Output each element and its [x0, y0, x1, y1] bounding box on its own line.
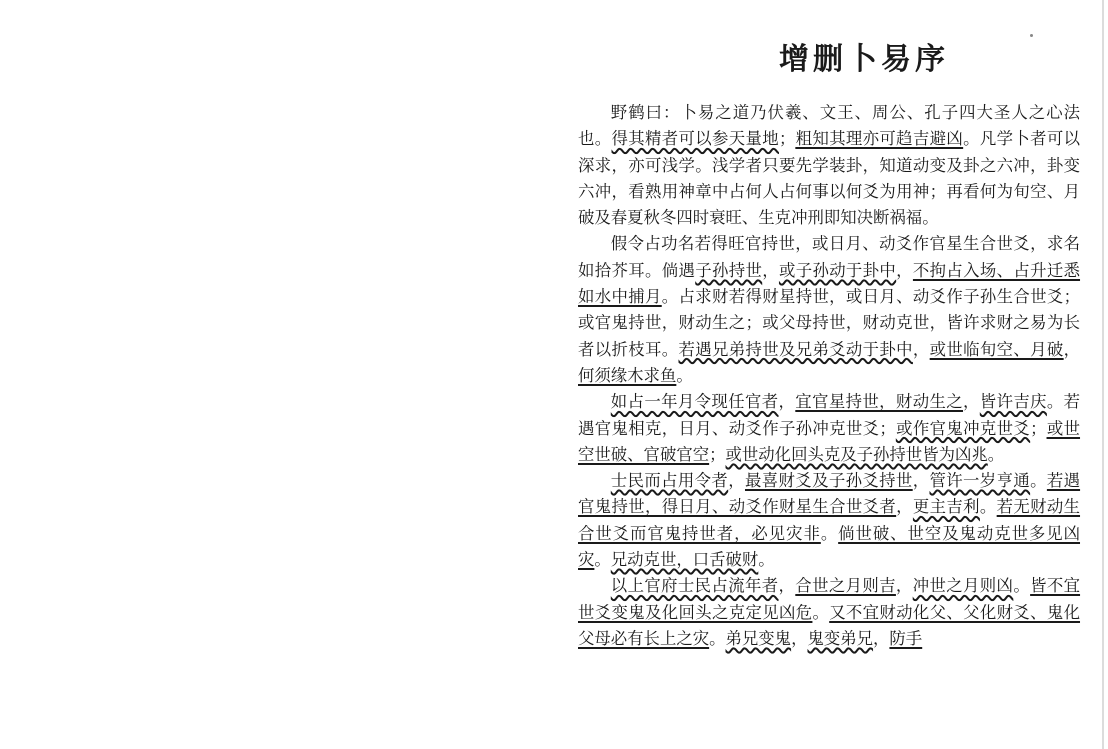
text-run: 假令占功名若得旺官持世，或日月、动爻作官星生合世爻，求名如拾芥耳。倘遇	[578, 234, 1080, 280]
page-edge	[1102, 0, 1104, 749]
text-run: ；	[1030, 418, 1047, 438]
text-run: ，	[912, 471, 930, 491]
paragraph	[578, 100, 1080, 231]
text-run: ，	[873, 628, 890, 648]
annotated-text: 兄动克世，口舌破财	[610, 550, 759, 570]
annotated-text: 如占一年月令现任官者	[610, 392, 779, 412]
text-run: 野鹤曰：卜易之道乃伏羲、文王、周公、孔子四大圣人之心法也。	[578, 103, 1080, 149]
text-run: ，	[762, 260, 779, 280]
annotated-text: 冲世之月则凶	[912, 576, 1014, 596]
paragraph	[578, 231, 1080, 389]
text-run: ，	[791, 628, 808, 648]
text-run: 。	[758, 550, 775, 570]
annotated-text: 又不宜财动化父、父化财爻、鬼化父母必有长上之灾	[578, 602, 1081, 648]
annotated-text: 弟兄变鬼	[725, 628, 792, 648]
annotated-text: 或世空世破、官破官空	[578, 418, 1081, 464]
body-text	[578, 100, 1080, 652]
text-run: 。	[820, 523, 839, 543]
annotated-text: 或作官鬼冲克世爻	[895, 418, 1031, 438]
annotated-text: 子孙持世	[695, 260, 763, 280]
text-run: 。	[709, 628, 726, 648]
annotated-text: 何须缘木求鱼	[578, 365, 677, 385]
paragraph	[578, 573, 1080, 652]
paragraph	[578, 468, 1080, 573]
text-run: 。	[1013, 576, 1031, 596]
text-column	[578, 34, 1080, 652]
annotated-text: 或子孙动于卦中	[778, 260, 897, 280]
text-run: ，	[963, 392, 980, 412]
paragraph	[578, 389, 1080, 468]
text-run: ，	[895, 576, 913, 596]
annotated-text: 皆许吉庆	[979, 392, 1047, 412]
annotated-text: 以上官府士民占流年者	[610, 576, 779, 596]
annotated-text: 倘世破、世空及鬼动克世多见凶灾	[578, 523, 1081, 570]
page-title: 增删卜易序	[779, 42, 949, 77]
text-run: 。	[676, 365, 693, 385]
annotated-text: 或世动化回头克及子孙持世皆为凶兆	[725, 444, 988, 464]
text-run: 。	[812, 602, 830, 622]
text-run: ，	[778, 576, 796, 596]
text-run: 。	[1030, 471, 1047, 491]
text-run: ，	[912, 339, 930, 359]
annotated-text: 合世之月则吉	[795, 576, 896, 596]
annotated-text: 若遇官鬼持世，得日月、动爻作财星生合世爻者	[578, 471, 1081, 517]
text-run: ，	[1063, 339, 1081, 359]
annotated-text: 管许一岁亨通	[929, 471, 1031, 491]
annotated-text: 最喜财爻及子孙爻持世	[744, 471, 913, 491]
annotated-text: 若遇兄弟持世及兄弟爻动于卦中	[678, 339, 913, 359]
text-run: 。占求财若得财星持世，或日月、动爻作子孙生合世爻；或官鬼持世，财动生之；或父母持世，财动克世，皆许求财之易为长者以折枝耳。	[578, 287, 1081, 359]
text-run: 。凡学卜者可以深求，亦可浅学。浅学者只要先学装卦，知道动变及卦之六冲，卦变六冲，看熟用神章中占何人占何事以何爻为用神；再看何为旬空、月破及春夏秋冬四时衰旺、生克冲刑即知决断祸福。	[578, 129, 1081, 228]
annotated-text: 或世临旬空、月破	[929, 339, 1064, 359]
text-run: ，	[778, 392, 796, 412]
annotated-text: 防手	[889, 628, 923, 648]
annotated-text: 更主吉利	[912, 497, 980, 517]
text-run: ，	[896, 497, 913, 517]
annotated-text: 鬼变弟兄	[807, 628, 874, 648]
annotated-text: 粗知其理亦可趋吉避凶	[795, 129, 964, 149]
text-run: 。	[987, 444, 1005, 464]
text-run: ；	[709, 444, 726, 464]
annotated-text: 士民而占用令者	[610, 471, 729, 491]
text-run: ，	[728, 471, 745, 491]
text-run: 。	[979, 497, 997, 517]
annotated-text: 若无财动生合世爻而官鬼持世者，必见灾非	[578, 497, 1081, 543]
annotated-text: 不拘占入场、占升迁悉如水中捕月	[578, 260, 1081, 307]
text-run: ；	[778, 129, 796, 149]
text-run: ，	[896, 260, 913, 280]
scan-speck	[1030, 34, 1033, 37]
annotated-text: 宜官星持世，财动生之	[795, 392, 964, 412]
annotated-text: 得其精者可以参天量地	[611, 129, 779, 149]
text-run: 。若遇官鬼相克，日月、动爻作子孙冲克世爻；	[578, 392, 1081, 438]
annotated-text: 皆不宜世爻变鬼及化回头之克定见凶危	[578, 576, 1081, 622]
text-run: 。	[594, 550, 611, 570]
